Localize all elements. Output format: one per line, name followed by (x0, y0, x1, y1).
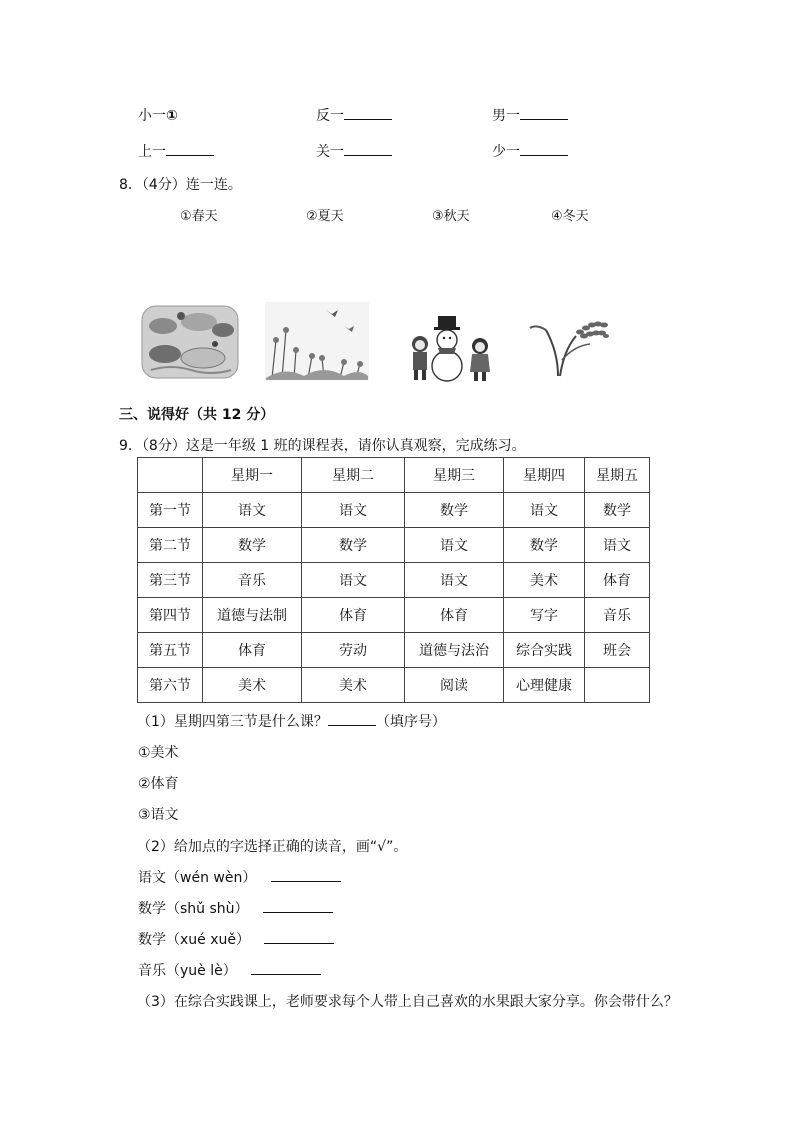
table-row (138, 668, 650, 703)
table-cell: 心理健康 (504, 668, 585, 703)
table-cell: 数学 (504, 528, 585, 563)
table-cell: 体育 (585, 563, 650, 598)
choice-option[interactable]: ①美术 (138, 745, 179, 761)
antonym-item: 上一 (138, 141, 214, 161)
table-cell: 语文 (302, 563, 405, 598)
table-cell: 数学 (302, 528, 405, 563)
sub-question-2: （2）给加点的字选择正确的读音，画“√”。 (137, 839, 408, 855)
question-9-heading: 9．（8分）这是一年级 1 班的课程表，请你认真观察，完成练习。 (119, 438, 526, 454)
pinyin-item: 音乐（yuè lè） (138, 960, 321, 980)
season-option[interactable]: ①春天 (180, 209, 218, 224)
lotus-pond-picture[interactable] (141, 300, 239, 380)
table-cell: 劳动 (302, 633, 405, 668)
table-row (138, 493, 650, 528)
pinyin-item: 语文（wén wèn） (138, 867, 341, 887)
pinyin-item: 数学（shǔ shù） (138, 898, 333, 918)
answer-blank[interactable] (271, 869, 341, 882)
table-row (138, 563, 650, 598)
choice-option[interactable]: ③语文 (138, 807, 179, 823)
table-cell: 阅读 (405, 668, 504, 703)
table-cell: 体育 (405, 598, 504, 633)
answer-blank[interactable] (264, 931, 334, 944)
table-row (138, 528, 650, 563)
table-cell: 语文 (405, 563, 504, 598)
section-heading: 三、说得好（共 12 分） (119, 407, 275, 423)
table-cell: 数学 (203, 528, 302, 563)
table-header-cell: 星期五 (585, 458, 650, 493)
choice-option[interactable]: ②体育 (138, 776, 179, 792)
schedule-table (137, 457, 650, 703)
table-cell: 语文 (203, 493, 302, 528)
flowers-butterfly-picture[interactable] (264, 300, 370, 382)
table-cell: 写字 (504, 598, 585, 633)
antonym-item: 小一① (138, 108, 178, 124)
season-option[interactable]: ③秋天 (432, 209, 470, 224)
table-header-cell: 星期二 (302, 458, 405, 493)
table-cell: 第五节 (138, 633, 203, 668)
season-option[interactable]: ④冬天 (551, 209, 589, 224)
table-cell: 美术 (504, 563, 585, 598)
answer-blank[interactable] (344, 143, 392, 156)
table-cell: 音乐 (203, 563, 302, 598)
table-cell: 语文 (302, 493, 405, 528)
antonym-item: 男一 (492, 105, 568, 125)
table-row (138, 598, 650, 633)
sub-question-1: （1）星期四第三节是什么课？ （填序号） (137, 714, 446, 730)
table-header-cell: 星期四 (504, 458, 585, 493)
table-cell: 体育 (203, 633, 302, 668)
table-cell: 数学 (405, 493, 504, 528)
table-cell: 班会 (585, 633, 650, 668)
table-cell: 美术 (302, 668, 405, 703)
answer-blank[interactable] (263, 900, 333, 913)
answer-blank[interactable] (328, 713, 376, 726)
answer-filled: ① (166, 108, 178, 124)
table-cell: 第二节 (138, 528, 203, 563)
table-cell: 道德与法制 (203, 598, 302, 633)
table-cell: 美术 (203, 668, 302, 703)
table-cell: 数学 (585, 493, 650, 528)
season-option[interactable]: ②夏天 (306, 209, 344, 224)
table-cell: 综合实践 (504, 633, 585, 668)
table-cell: 语文 (504, 493, 585, 528)
antonym-item: 关一 (316, 141, 392, 161)
pinyin-item: 数学（xué xuě） (138, 929, 334, 949)
antonym-item: 反一 (316, 105, 392, 125)
answer-blank[interactable] (251, 962, 321, 975)
answer-blank[interactable] (520, 143, 568, 156)
table-cell (585, 668, 650, 703)
answer-blank[interactable] (166, 143, 214, 156)
answer-blank[interactable] (344, 107, 392, 120)
table-cell: 体育 (302, 598, 405, 633)
sub-question-3: （3）在综合实践课上，老师要求每个人带上自己喜欢的水果跟大家分享。你会带什么？ (137, 994, 678, 1010)
table-cell: 语文 (585, 528, 650, 563)
antonym-item: 少一 (492, 141, 568, 161)
table-cell: 音乐 (585, 598, 650, 633)
table-cell: 第一节 (138, 493, 203, 528)
snowman-children-picture[interactable] (404, 312, 496, 384)
table-header-row (138, 458, 650, 493)
question-8-heading: 8．（4分）连一连。 (119, 177, 242, 193)
table-cell: 第三节 (138, 563, 203, 598)
table-header-cell (138, 458, 203, 493)
table-cell: 道德与法治 (405, 633, 504, 668)
table-cell: 语文 (405, 528, 504, 563)
table-cell: 第四节 (138, 598, 203, 633)
table-row (138, 633, 650, 668)
table-cell: 第六节 (138, 668, 203, 703)
rice-plant-picture[interactable] (528, 316, 610, 378)
table-header-cell: 星期一 (203, 458, 302, 493)
table-header-cell: 星期三 (405, 458, 504, 493)
answer-blank[interactable] (520, 107, 568, 120)
